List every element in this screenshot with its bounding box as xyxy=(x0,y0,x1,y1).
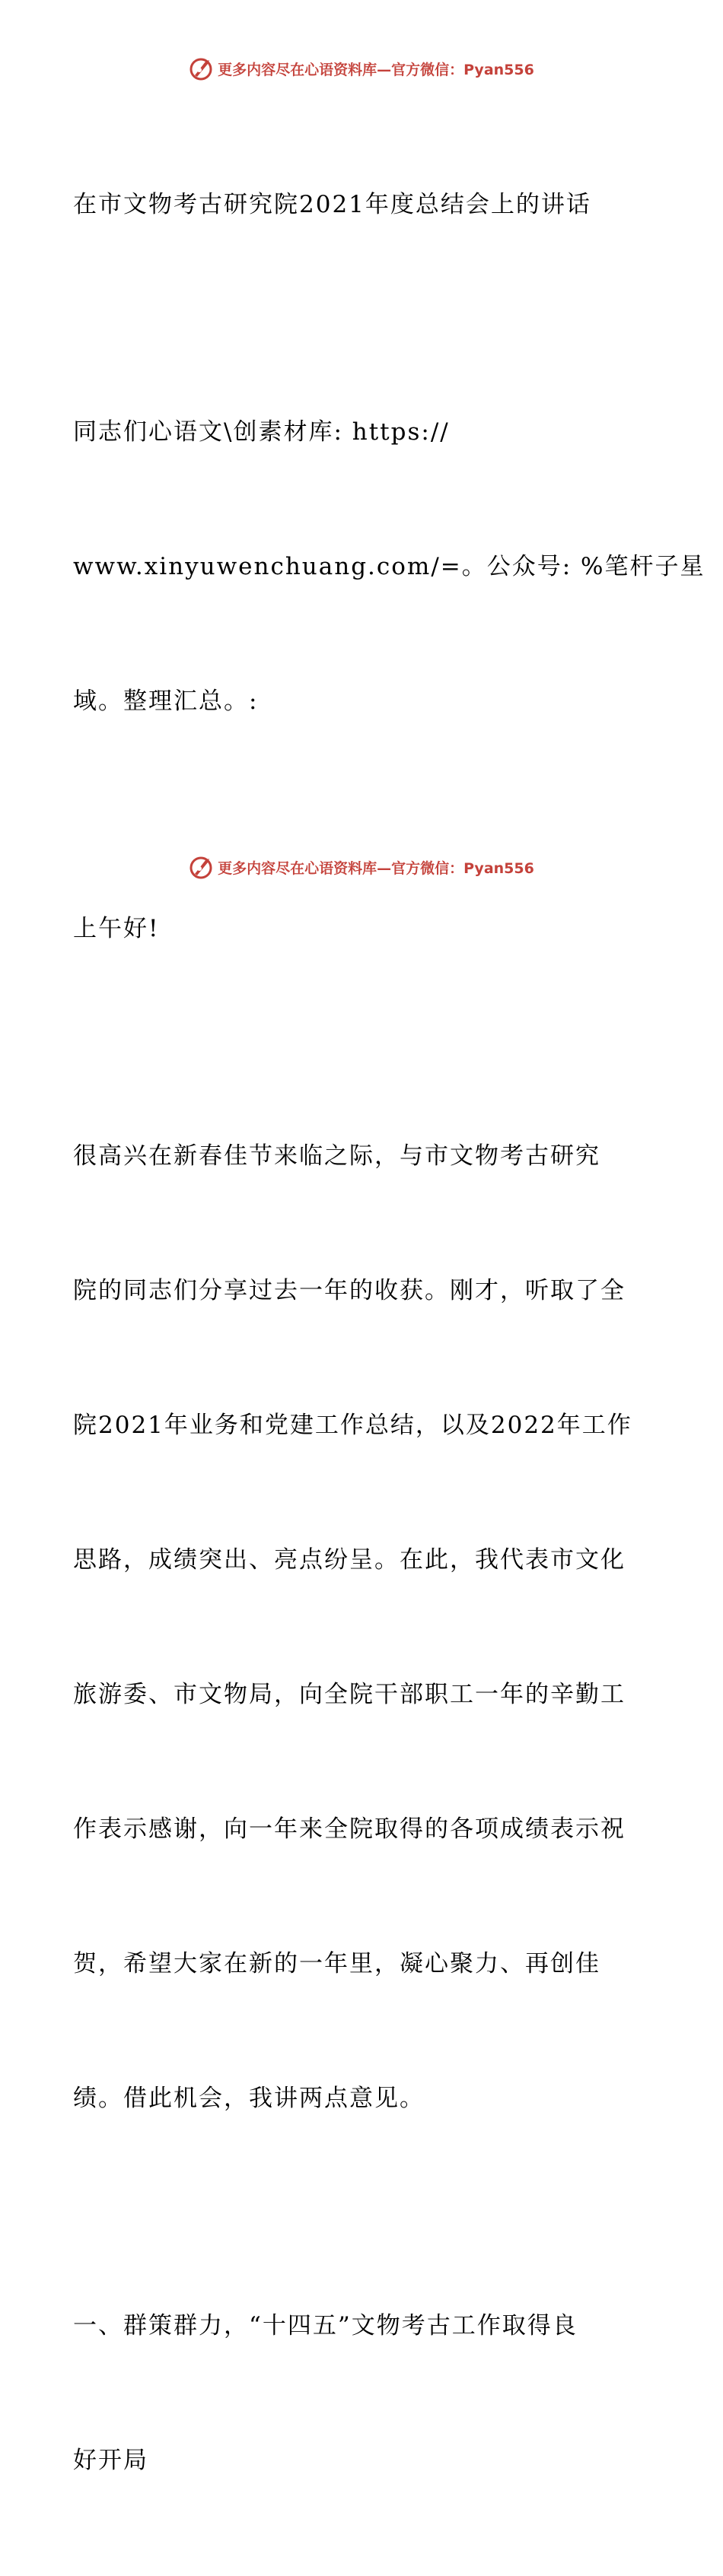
footer-banner xyxy=(0,852,723,882)
body-line: 贺，希望大家在新的一年里，凝心聚力、再创佳 xyxy=(73,1950,600,1977)
body-line: 绩。借此机会，我讲两点意见。 xyxy=(73,2085,425,2112)
body-line: 院的同志们分享过去一年的收获。刚才，听取了全 xyxy=(73,1277,626,1304)
greeting-line: 上午好! xyxy=(73,915,160,942)
header-banner-text: 更多内容尽在心语资料库—官方微信：Pyan556 xyxy=(218,61,534,78)
source-paragraph xyxy=(73,320,705,814)
body-line: 作表示感谢，向一年来全院取得的各项成绩表示祝 xyxy=(73,1815,626,1843)
footer-banner-text: 更多内容尽在心语资料库—官方微信：Pyan556 xyxy=(218,859,534,877)
source-line: www.xinyuwenchuang.com/=。公众号: %笔杆子星 xyxy=(73,553,705,580)
body-paragraph xyxy=(73,1044,651,2211)
section-heading xyxy=(73,2214,651,2573)
body-line: 旅游委、市文物局，向全院干部职工一年的辛勤工 xyxy=(73,1681,626,1708)
section-heading-line: 好开局 xyxy=(73,2447,148,2474)
brush-logo-icon xyxy=(189,56,215,81)
body-line: 很高兴在新春佳节来临之际，与市文物考古研究 xyxy=(73,1142,600,1170)
header-banner xyxy=(0,53,723,84)
title-line: 在市文物考古研究院2021年度总结会上的讲话 xyxy=(73,191,591,218)
document-title xyxy=(73,93,651,317)
document-body xyxy=(73,93,705,2576)
source-line: 域。整理汇总。: xyxy=(73,688,259,715)
source-line: 同志们心语文\创素材库: https:// xyxy=(73,418,450,446)
body-line: 院2021年业务和党建工作总结，以及2022年工作 xyxy=(73,1412,632,1439)
body-line: 思路，成绩突出、亮点纷呈。在此，我代表市文化 xyxy=(73,1546,626,1574)
brush-logo-icon xyxy=(189,854,215,880)
section-heading-line: 一、群策群力，“十四五”文物考古工作取得良 xyxy=(73,2312,578,2339)
greeting-paragraph xyxy=(73,817,651,1041)
